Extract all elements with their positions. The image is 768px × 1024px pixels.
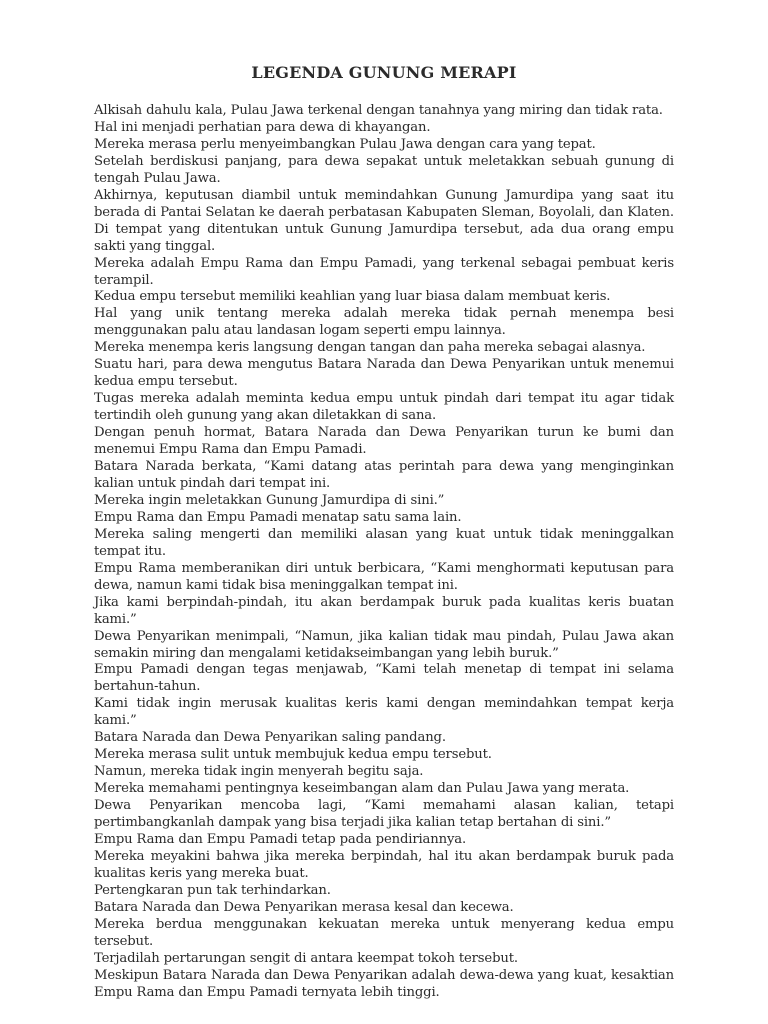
document-body (94, 103, 674, 1002)
paragraph: Mereka meyakini bahwa jika mereka berpindah, hal itu akan berdampak buruk pada kualitas keris yang mereka buat. (94, 848, 674, 881)
paragraph: Empu Rama dan Empu Pamadi menatap satu sama lain. (94, 509, 462, 525)
paragraph: Empu Rama memberanikan diri untuk berbicara, “Kami menghormati keputusan para dewa, namun kami tidak bisa meninggalkan tempat ini. (94, 560, 674, 593)
paragraph: Alkisah dahulu kala, Pulau Jawa terkenal dengan tanahnya yang miring dan tidak rata. (94, 103, 663, 118)
paragraph: Kami tidak ingin merusak kualitas keris kami dengan memindahkan tempat kerja kami.” (94, 696, 674, 729)
paragraph: Kedua empu tersebut memiliki keahlian yang luar biasa dalam membuat keris. (94, 289, 611, 305)
paragraph: Suatu hari, para dewa mengutus Batara Narada dan Dewa Penyarikan untuk menemui kedua empu tersebut. (94, 357, 674, 390)
paragraph: Batara Narada berkata, “Kami datang atas perintah para dewa yang menginginkan kalian untuk pindah dari tempat ini. (94, 459, 674, 491)
paragraph: Empu Rama dan Empu Pamadi tetap pada pendiriannya. (94, 831, 466, 847)
paragraph: Mereka memahami pentingnya keseimbangan alam dan Pulau Jawa yang merata. (94, 781, 630, 797)
paragraph: Mereka merasa perlu menyeimbangkan Pulau Jawa dengan cara yang tepat. (94, 136, 596, 152)
document-page (94, 62, 674, 1002)
paragraph: Hal ini menjadi perhatian para dewa di khayangan. (94, 119, 431, 135)
paragraph: Mereka berdua menggunakan kekuatan mereka untuk menyerang kedua empu tersebut. (94, 916, 674, 949)
paragraph: Jika kami berpindah-pindah, itu akan berdampak buruk pada kualitas keris buatan kami.” (94, 594, 674, 627)
paragraph: Akhirnya, keputusan diambil untuk memindahkan Gunung Jamurdipa yang saat itu berada di Pantai Selatan ke daerah perbatasan Kabupaten Sleman, Boyolali, dan Klaten. (94, 187, 674, 220)
paragraph: Mereka menempa keris langsung dengan tangan dan paha mereka sebagai alasnya. (94, 340, 646, 356)
paragraph: Terjadilah pertarungan sengit di antara keempat tokoh tersebut. (94, 950, 518, 966)
paragraph: Setelah berdiskusi panjang, para dewa sepakat untuk meletakkan sebuah gunung di tengah Pulau Jawa. (94, 153, 674, 186)
paragraph: Batara Narada dan Dewa Penyarikan saling pandang. (94, 730, 446, 746)
paragraph: Hal yang unik tentang mereka adalah mereka tidak pernah menempa besi menggunakan palu atau landasan logam seperti empu lainnya. (94, 306, 674, 339)
paragraph: Di tempat yang ditentukan untuk Gunung Jamurdipa tersebut, ada dua orang empu sakti yang tinggal. (94, 221, 674, 254)
paragraph: Empu Pamadi dengan tegas menjawab, “Kami telah menetap di tempat ini selama bertahun-tahun. (94, 662, 674, 695)
paragraph: Namun, mereka tidak ingin menyerah begitu saja. (94, 764, 424, 780)
paragraph: Mereka merasa sulit untuk membujuk kedua empu tersebut. (94, 747, 492, 763)
paragraph: Mereka ingin meletakkan Gunung Jamurdipa di sini.” (94, 492, 445, 508)
paragraph: Pertengkaran pun tak terhindarkan. (94, 882, 331, 898)
paragraph: Dewa Penyarikan menimpali, “Namun, jika kalian tidak mau pindah, Pulau Jawa akan semakin miring dan mengalami ketidakseimbangan yang lebih buruk.” (94, 628, 674, 661)
paragraph: Mereka saling mengerti dan memiliki alasan yang kuat untuk tidak meninggalkan tempat itu. (94, 526, 674, 559)
document-title: LEGENDA GUNUNG MERAPI (251, 63, 517, 82)
paragraph: Dengan penuh hormat, Batara Narada dan Dewa Penyarikan turun ke bumi dan menemui Empu Rama dan Empu Pamadi. (94, 425, 674, 458)
paragraph: Tugas mereka adalah meminta kedua empu untuk pindah dari tempat itu agar tidak tertindih oleh gunung yang akan diletakkan di sana. (94, 391, 674, 424)
paragraph: Batara Narada dan Dewa Penyarikan merasa kesal dan kecewa. (94, 899, 514, 915)
paragraph: Meskipun Batara Narada dan Dewa Penyarikan adalah dewa-dewa yang kuat, kesaktian Empu Rama dan Empu Pamadi ternyata lebih tinggi. (94, 967, 674, 1000)
paragraph: Mereka adalah Empu Rama dan Empu Pamadi, yang terkenal sebagai pembuat keris terampil. (94, 255, 674, 288)
paragraph: Dewa Penyarikan mencoba lagi, “Kami memahami alasan kalian, tetapi pertimbangkanlah dampak yang bisa terjadi jika kalian tetap bertahan di sini.” (94, 798, 674, 831)
